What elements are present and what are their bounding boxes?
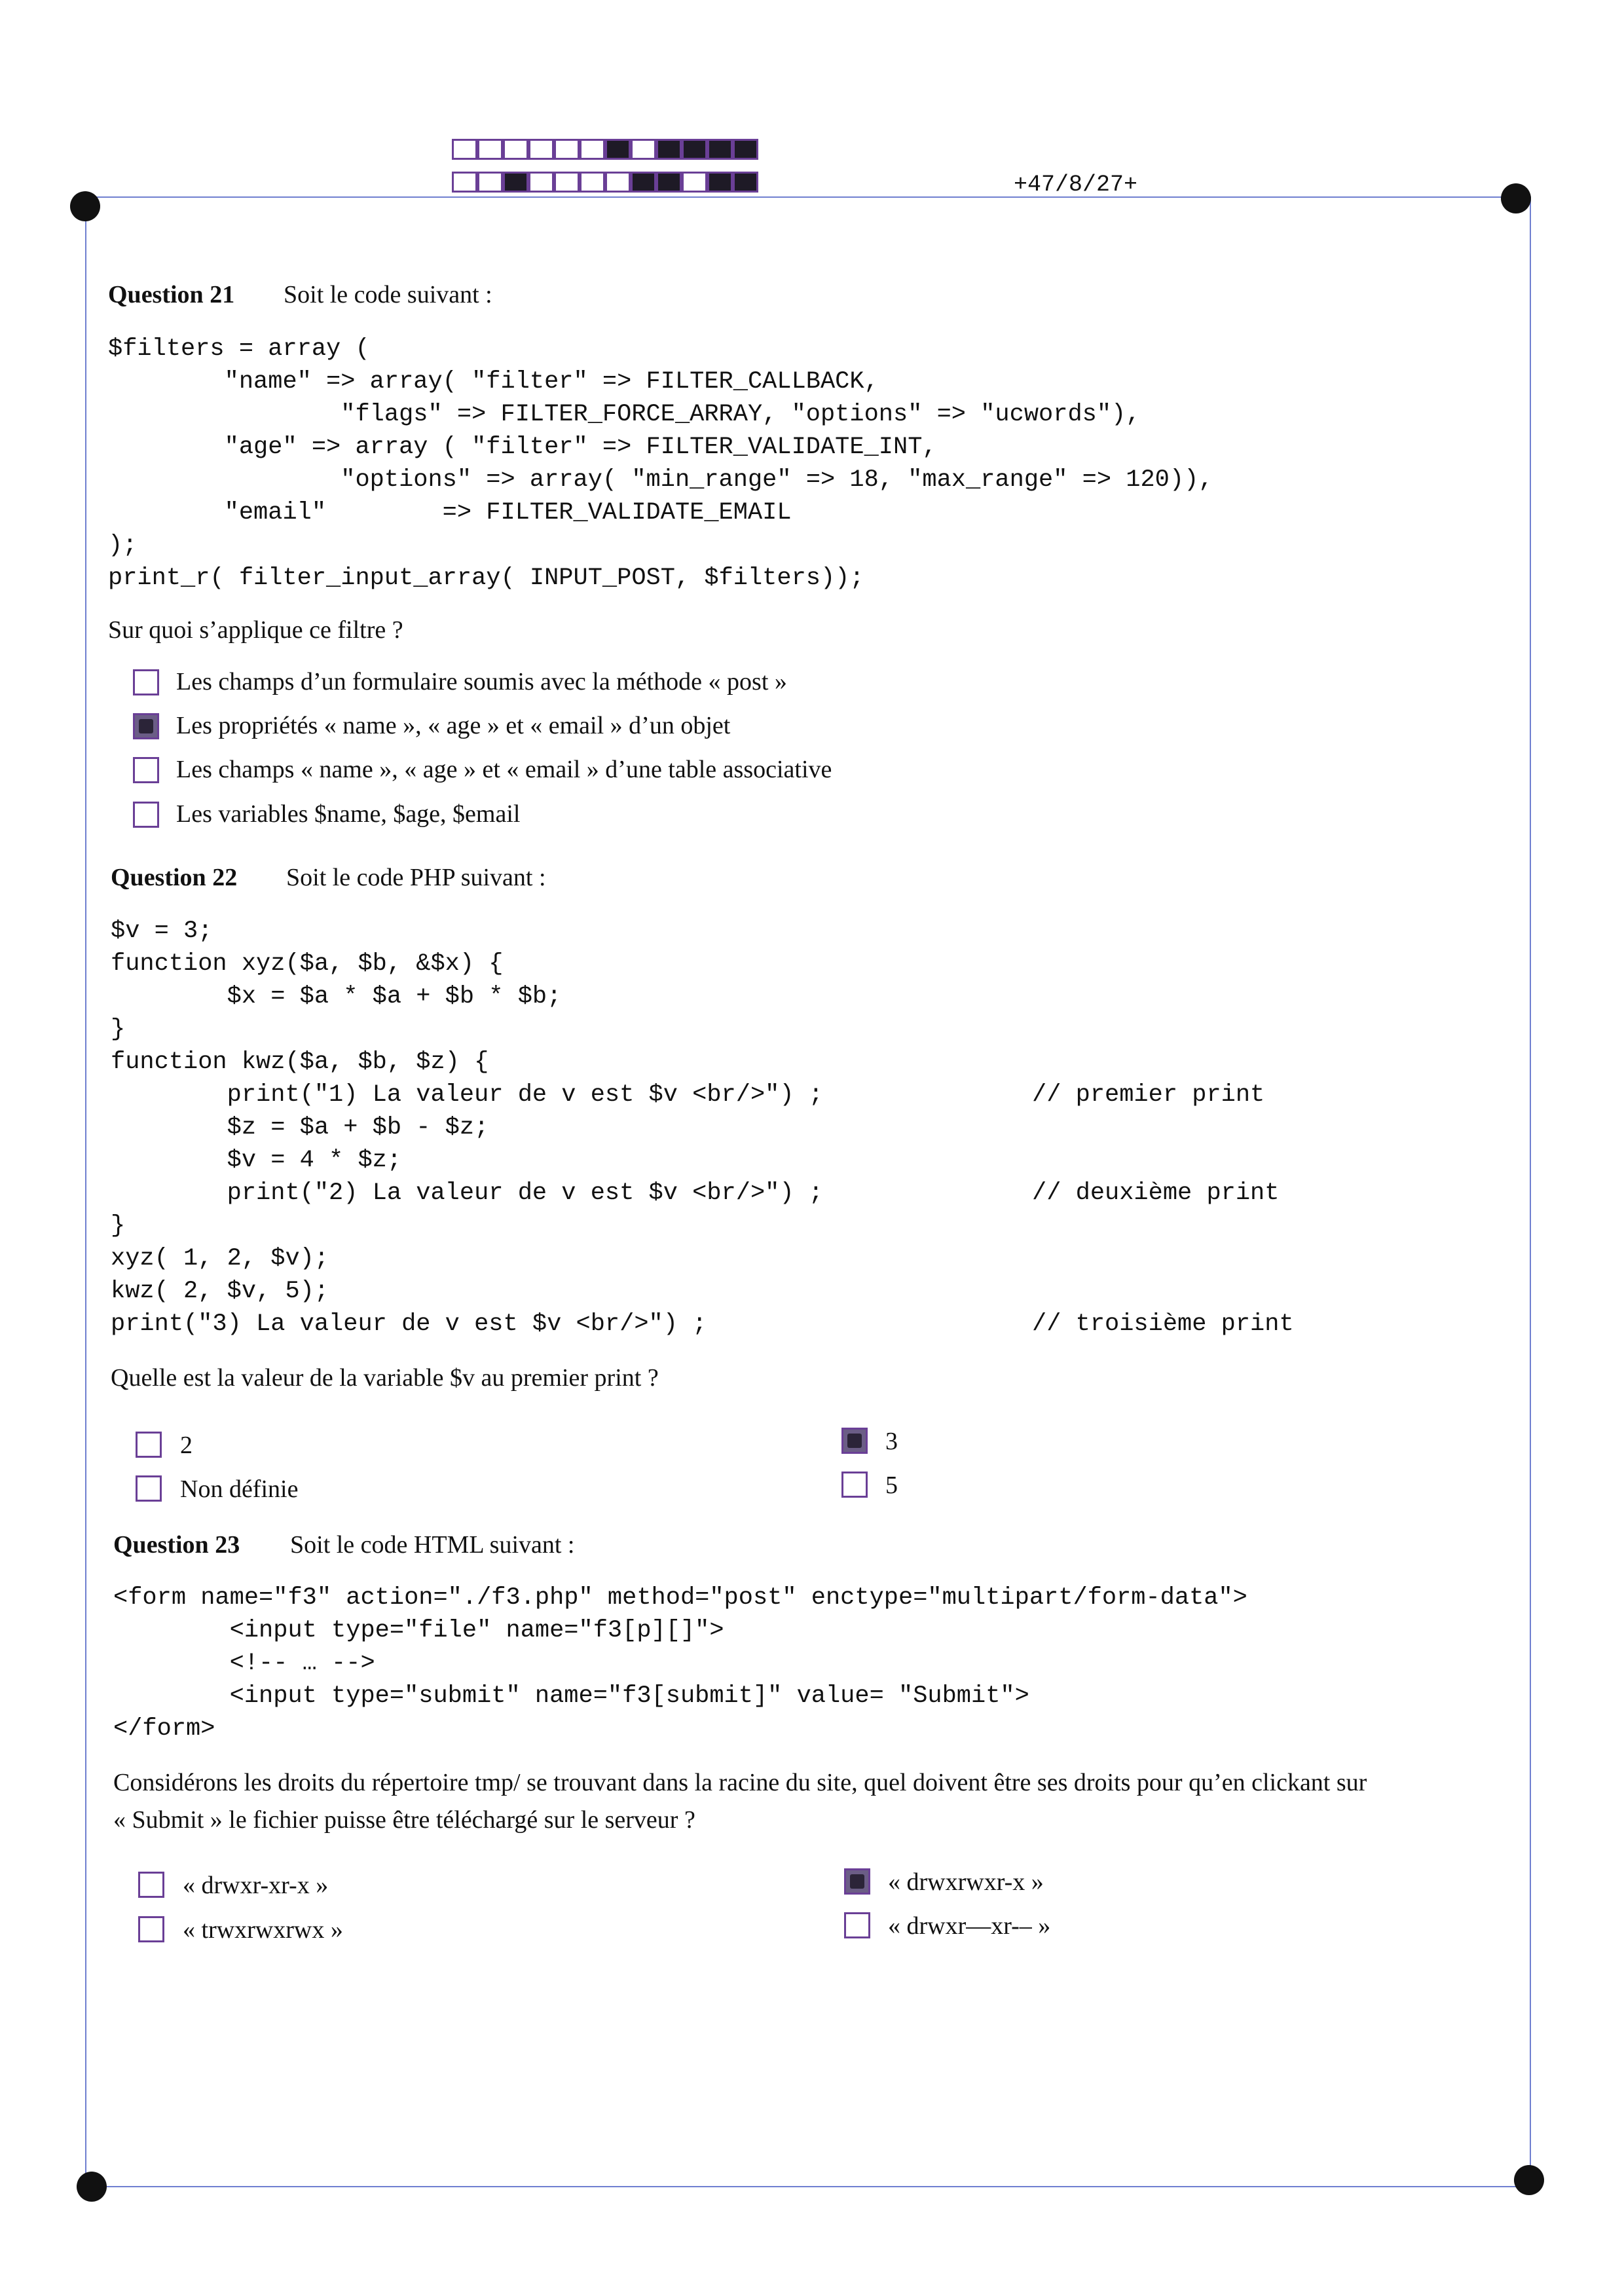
code-bar-cell	[733, 172, 758, 193]
question-22-intro: Soit le code PHP suivant :	[286, 864, 546, 891]
registration-mark-top-left	[70, 191, 100, 221]
q22-option-3-label: 3	[885, 1428, 898, 1455]
q23-option-drwxrwxr-x-checkbox[interactable]	[844, 1868, 870, 1895]
q23-option-drwxrwxr-x-label: « drwxrwxr-x »	[888, 1868, 1044, 1896]
code-bar-cell	[580, 139, 605, 160]
q21-option-1-checkbox[interactable]	[133, 669, 159, 695]
q21-option-2-label: Les propriétés « name », « age » et « email » d’un objet	[176, 712, 731, 739]
q23-option-drwxr-xr-checkbox[interactable]	[844, 1912, 870, 1938]
id-code-bar-bottom	[452, 172, 758, 193]
question-23-prompt-line-2: « Submit » le fichier puisse être téléchargé sur le serveur ?	[113, 1806, 695, 1834]
q22-option-5-checkbox[interactable]	[841, 1472, 868, 1498]
question-23-prompt-line-1: Considérons les droits du répertoire tmp/ se trouvant dans la racine du site, quel doivent être ses droits pour qu’en clickant sur	[113, 1769, 1367, 1796]
q22-option-2-checkbox[interactable]	[136, 1432, 162, 1458]
code-bar-cell	[452, 172, 477, 193]
code-bar-cell	[682, 172, 707, 193]
code-bar-cell	[605, 172, 631, 193]
question-22-code: $v = 3; function xyz($a, $b, &$x) { $x = $a * $a + $b * $b; } function kwz($a, $b, $z) { print("1) La valeur de v est $v <br/>") ; $z = $a + $b - $z; $v = 4 * $z; print("2) La valeur de v est $v <br/>") ; } xyz( 1, 2, $v); kwz( 2, $v, 5); print("3) La valeur de v est $v <br/>") ;	[111, 917, 823, 1338]
code-bar-cell	[733, 139, 758, 160]
q22-option-3-checkbox[interactable]	[841, 1428, 868, 1454]
code-bar-cell	[554, 139, 580, 160]
question-21-prompt: Sur quoi s’applique ce filtre ?	[108, 616, 403, 644]
q21-option-3-label: Les champs « name », « age » et « email » d’une table associative	[176, 756, 832, 783]
code-bar-cell	[707, 139, 733, 160]
code-bar-cell	[477, 139, 503, 160]
code-bar-cell	[503, 139, 528, 160]
registration-mark-top-right	[1501, 183, 1531, 213]
q23-option-drwxr-xr-label: « drwxr—xr-– »	[888, 1912, 1051, 1940]
question-23-intro: Soit le code HTML suivant :	[290, 1531, 575, 1559]
q23-option-trwxrwxrwx-checkbox[interactable]	[138, 1916, 164, 1942]
q22-comment-2: // deuxième print	[1032, 1179, 1280, 1207]
q21-option-4-checkbox[interactable]	[133, 802, 159, 828]
code-bar-cell	[528, 172, 554, 193]
code-bar-cell	[477, 172, 503, 193]
q22-option-2-label: 2	[180, 1432, 193, 1459]
q22-option-5-label: 5	[885, 1472, 898, 1499]
q21-option-4-label: Les variables $name, $age, $email	[176, 800, 521, 828]
code-bar-cell	[554, 172, 580, 193]
q22-option-nondefinie-label: Non définie	[180, 1475, 299, 1503]
q22-comment-3: // troisième print	[1032, 1310, 1294, 1338]
code-bar-cell	[656, 172, 682, 193]
code-bar-cell	[631, 139, 656, 160]
q23-option-trwxrwxrwx-label: « trwxrwxrwx »	[183, 1916, 343, 1944]
code-bar-cell	[682, 139, 707, 160]
question-21-code: $filters = array ( "name" => array( "filter" => FILTER_CALLBACK, "flags" => FILTER_FORCE_ARRAY, "options" => "ucwords"), "age" => array ( "filter" => FILTER_VALIDATE_INT, "options" => array( "min_range" => 18, "max_range" => 120)), "email" => FILTER_VALIDATE_EMAIL ); print_r( filter_input_array( INPUT_POST, $filters));	[108, 335, 1213, 592]
question-23-code: <form name="f3" action="./f3.php" method="post" enctype="multipart/form-data"> <input type="file" name="f3[p][]"> <!-- … --> <input type="submit" name="f3[submit]" value= "Submit"> </form>	[113, 1584, 1247, 1743]
q21-option-2-checkbox[interactable]	[133, 713, 159, 739]
q21-option-3-checkbox[interactable]	[133, 757, 159, 783]
question-22-prompt: Quelle est la valeur de la variable $v au premier print ?	[111, 1364, 659, 1392]
code-bar-cell	[605, 139, 631, 160]
question-21-label: Question 21	[108, 281, 235, 308]
code-bar-cell	[707, 172, 733, 193]
q22-option-nondefinie-checkbox[interactable]	[136, 1475, 162, 1502]
code-bar-cell	[452, 139, 477, 160]
code-bar-cell	[528, 139, 554, 160]
q23-option-drwxr-xr-x-label: « drwxr-xr-x »	[183, 1872, 329, 1899]
code-bar-cell	[580, 172, 605, 193]
q22-comment-1: // premier print	[1032, 1081, 1265, 1109]
id-code-bar-top	[452, 139, 758, 160]
question-23-label: Question 23	[113, 1531, 240, 1559]
q21-option-1-label: Les champs d’un formulaire soumis avec la méthode « post »	[176, 668, 787, 695]
code-bar-cell	[656, 139, 682, 160]
question-21-intro: Soit le code suivant :	[284, 281, 492, 308]
code-bar-cell	[503, 172, 528, 193]
sheet-id: +47/8/27+	[1014, 172, 1138, 198]
q23-option-drwxr-xr-x-checkbox[interactable]	[138, 1872, 164, 1898]
registration-mark-bottom-right	[1514, 2165, 1544, 2195]
registration-mark-bottom-left	[77, 2172, 107, 2202]
question-22-label: Question 22	[111, 864, 238, 891]
code-bar-cell	[631, 172, 656, 193]
